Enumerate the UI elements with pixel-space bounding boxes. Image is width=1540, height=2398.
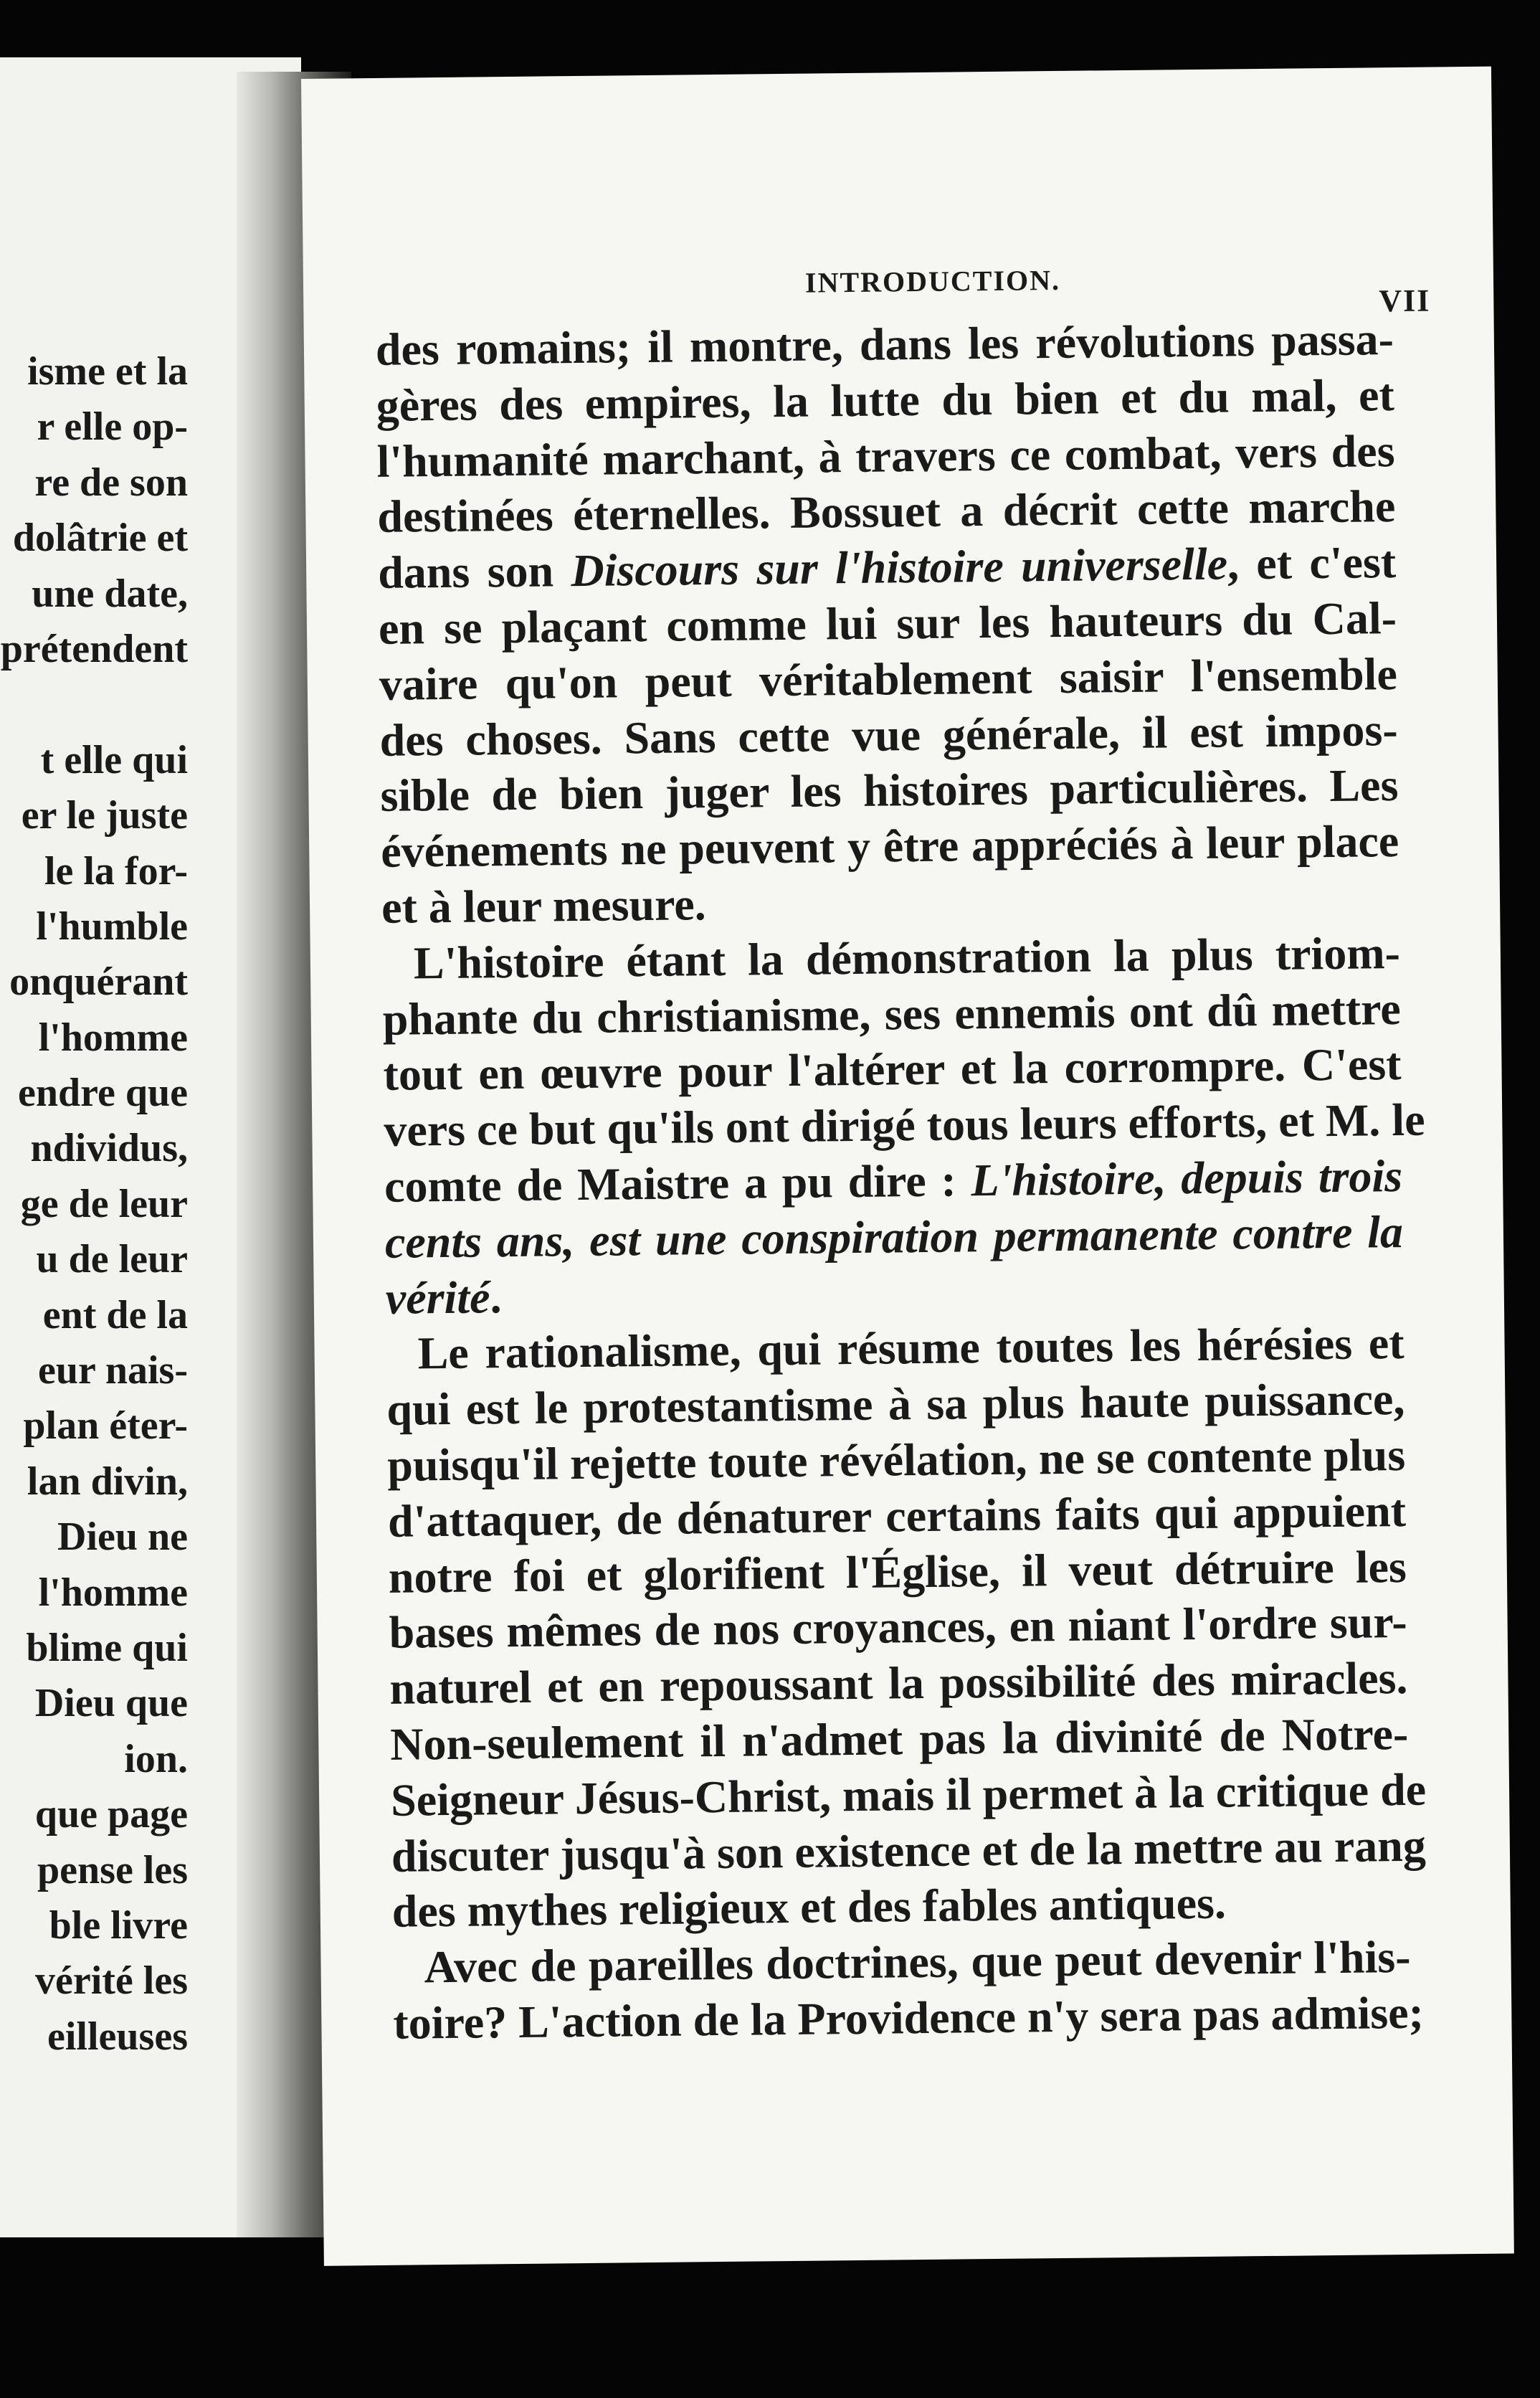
left-line: u de leur — [36, 1237, 188, 1282]
text-line: L'histoire étant la démonstration la plus triom- — [413, 926, 1401, 989]
left-line: dolâtrie et — [12, 516, 188, 561]
text-line: et à leur mesure. — [381, 878, 707, 933]
left-page-text — [0, 344, 188, 2065]
text-line: destinées éternelles. Bossuet a décrit cette marche — [377, 480, 1396, 543]
text-line — [378, 534, 1397, 601]
left-line: Dieu ne — [57, 1515, 188, 1560]
italic-text: cents ans, est une conspiration permanente contre la — [384, 1205, 1404, 1268]
left-line: que page — [34, 1792, 188, 1837]
text-line: tout en œuvre pour l'altérer et la corrompre. C'est — [383, 1038, 1402, 1101]
text-line: Avec de pareilles doctrines, que peut devenir l'his- — [424, 1931, 1411, 1993]
left-line: plan éter- — [23, 1403, 188, 1449]
text-line: discuter jusqu'à son existence et de la mettre au rang — [391, 1819, 1427, 1882]
text-line: en se plaçant comme lui sur les hauteurs du Cal- — [378, 592, 1397, 654]
left-line: pense les — [37, 1847, 188, 1892]
left-line: une date, — [32, 571, 188, 616]
text-line: gères des empires, la lutte du bien et du mal, et — [376, 369, 1395, 431]
left-line: eilleuses — [47, 2014, 188, 2059]
left-line — [0, 677, 188, 732]
left-line: l'homme — [38, 1570, 188, 1615]
text-line: Seigneur Jésus-Christ, mais il permet à la critique de — [390, 1763, 1427, 1826]
left-line: lan divin, — [27, 1459, 188, 1504]
left-line: l'homme — [38, 1015, 188, 1060]
text-line: toire? L'action de la Providence n'y sera pas admise; — [393, 1986, 1425, 2049]
left-line: ble livre — [49, 1902, 188, 1948]
page-number: VII — [1379, 283, 1431, 319]
left-line: r elle op- — [37, 404, 188, 450]
text-line: vers ce but qu'ils ont dirigé tous leurs efforts, et M. le — [383, 1094, 1425, 1157]
left-line: ndividus, — [30, 1126, 188, 1171]
text-line: puisqu'il rejette toute révélation, ne se contente plus — [386, 1428, 1406, 1491]
text-line: vaire qu'on peut véritablement saisir l'ensemble — [379, 648, 1398, 710]
text-line — [384, 1148, 1403, 1215]
page-right — [301, 67, 1514, 2266]
text-line: sible de bien juger les histoires particulières. Les — [380, 759, 1399, 822]
text-line: des romains; il montre, dans les révolutions passa- — [375, 313, 1394, 375]
line-segment: comte de Maistre a pu dire : — [384, 1155, 971, 1212]
left-line: er le juste — [21, 793, 188, 838]
line-segment: , et c'est — [1227, 536, 1397, 589]
left-line: isme et la — [27, 349, 188, 394]
line-segment: dans son — [377, 545, 571, 599]
text-line — [385, 1260, 1404, 1327]
text-line: l'humanité marchant, à travers ce combat, vers des — [376, 425, 1395, 487]
italic-text: L'histoire, depuis trois — [971, 1150, 1403, 1206]
text-line: d'attaquer, de dénaturer certains faits qui appuient — [387, 1484, 1407, 1547]
text-line: notre foi et glorifient l'Église, il veut détruire les — [388, 1540, 1407, 1603]
left-line: vérité les — [35, 1958, 188, 2004]
text-line: des mythes religieux et des fables antiques. — [391, 1877, 1227, 1938]
text-line — [385, 1204, 1404, 1271]
text-line: des choses. Sans cette vue générale, il est impos- — [379, 703, 1398, 766]
left-line: onquérant — [9, 959, 188, 1005]
italic-text: vérité — [385, 1271, 490, 1324]
text-line: naturel et en repoussant la possibilité des miracles. — [389, 1652, 1408, 1714]
left-line: re de son — [34, 460, 188, 505]
text-line: phante du christianisme, ses ennemis ont dû mettre — [382, 982, 1402, 1045]
left-line: ge de leur — [20, 1181, 188, 1226]
line-segment: . — [490, 1271, 502, 1322]
text-line: qui est le protestantisme à sa plus haute puissance, — [386, 1373, 1405, 1435]
page-body-text — [375, 311, 1427, 2051]
text-line: Le rationalisme, qui résume toutes les hérésies et — [417, 1317, 1404, 1379]
left-line: ent de la — [42, 1292, 188, 1337]
text-line: événements ne peuvent y être appréciés à leur place — [380, 815, 1399, 878]
left-line: t elle qui — [40, 737, 188, 782]
left-line: Dieu que — [34, 1681, 188, 1726]
left-line: prétendent — [0, 626, 188, 671]
text-line: bases mêmes de nos croyances, en niant l'ordre sur- — [389, 1596, 1407, 1659]
left-line: le la for- — [44, 848, 188, 894]
left-line: eur nais- — [38, 1348, 188, 1393]
left-line: l'humble — [36, 904, 188, 949]
italic-text: Discours sur l'histoire universelle — [571, 538, 1228, 597]
left-line: endre que — [18, 1071, 188, 1116]
text-line: Non-seulement il n'admet pas la divinité de Notre- — [389, 1707, 1409, 1770]
running-head: INTRODUCTION. — [804, 263, 1061, 299]
left-line: ion. — [124, 1736, 188, 1781]
left-line: blime qui — [26, 1625, 188, 1670]
